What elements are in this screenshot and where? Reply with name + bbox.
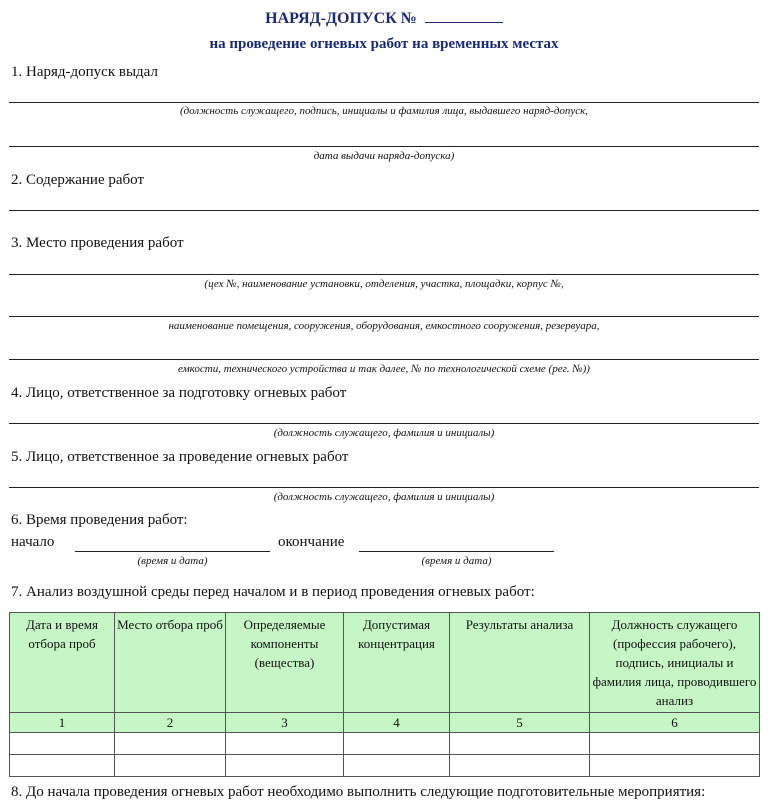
section-4-label: 4. Лицо, ответственное за подготовку огневых работ <box>11 385 347 401</box>
form-title <box>0 10 768 28</box>
column-number: 6 <box>590 713 760 733</box>
column-number: 5 <box>450 713 590 733</box>
section-3-line-2[interactable] <box>9 316 759 317</box>
table-cell[interactable] <box>115 733 226 755</box>
section-8-label: 8. До начала проведения огневых работ необходимо выполнить следующие подготовительные мероприятия: <box>11 784 706 800</box>
table-cell[interactable] <box>10 733 115 755</box>
form-subtitle: на проведение огневых работ на временных местах <box>209 36 559 52</box>
section-1-hint-1: (должность служащего, подпись, инициалы и фамилия лица, выдавшего наряд-допуск, <box>179 105 589 117</box>
section-4-hint: (должность служащего, фамилия и инициалы) <box>273 427 495 439</box>
section-3-hint-1: (цех №, наименование установки, отделения, участка, площадки, корпус №, <box>204 278 564 290</box>
section-7-label: 7. Анализ воздушной среды перед началом и в период проведения огневых работ: <box>11 584 535 600</box>
table-cell[interactable] <box>10 755 115 777</box>
section-5-line[interactable] <box>9 487 759 488</box>
section-1-line-2[interactable] <box>9 146 759 147</box>
section-1-label: 1. Наряд-допуск выдал <box>11 64 158 80</box>
table-number-row <box>10 713 760 733</box>
section-3-hint-2: наименование помещения, сооружения, оборудования, емкостного сооружения, резервуара, <box>168 320 600 332</box>
end-time-field[interactable] <box>359 551 554 552</box>
table-cell[interactable] <box>450 733 590 755</box>
table-cell[interactable] <box>344 755 450 777</box>
section-1-hint-2: дата выдачи наряда-допуска) <box>313 150 455 162</box>
start-time-field[interactable] <box>75 551 270 552</box>
air-analysis-table <box>9 612 760 777</box>
table-header-cell: Допустимая концентрация <box>344 613 450 713</box>
form-title-text: НАРЯД-ДОПУСК № <box>265 10 417 27</box>
table-header-cell: Дата и время отбора проб <box>10 613 115 713</box>
table-header-cell: Место отбора проб <box>115 613 226 713</box>
table-header-cell: Результаты анализа <box>450 613 590 713</box>
start-hint: (время и дата) <box>137 555 208 567</box>
end-label: окончание <box>278 534 345 550</box>
column-number: 1 <box>10 713 115 733</box>
section-4-line[interactable] <box>9 423 759 424</box>
section-5-hint: (должность служащего, фамилия и инициалы) <box>273 491 495 503</box>
table-row <box>10 733 760 755</box>
column-number: 4 <box>344 713 450 733</box>
table-row <box>10 755 760 777</box>
table-header-cell: Должность служащего (профессия рабочего), подпись, инициалы и фамилия лица, проводившего анализ <box>590 613 760 713</box>
table-cell[interactable] <box>226 733 344 755</box>
table-header-cell: Определяемые компоненты (вещества) <box>226 613 344 713</box>
start-label: начало <box>11 534 55 550</box>
table-cell[interactable] <box>590 755 760 777</box>
number-field[interactable] <box>425 10 503 23</box>
table-cell[interactable] <box>590 733 760 755</box>
table-header-row <box>10 613 760 713</box>
column-number: 2 <box>115 713 226 733</box>
section-2-line[interactable] <box>9 210 759 211</box>
section-3-hint-3: емкости, технического устройства и так далее, № по технологической схеме (рег. №)) <box>178 363 590 375</box>
section-1-line-1[interactable] <box>9 102 759 103</box>
table-cell[interactable] <box>115 755 226 777</box>
end-hint: (время и дата) <box>421 555 492 567</box>
section-3-label: 3. Место проведения работ <box>11 235 184 251</box>
table-cell[interactable] <box>226 755 344 777</box>
section-2-label: 2. Содержание работ <box>11 172 144 188</box>
section-3-line-3[interactable] <box>9 359 759 360</box>
section-3-line-1[interactable] <box>9 274 759 275</box>
section-6-label: 6. Время проведения работ: <box>11 512 188 528</box>
column-number: 3 <box>226 713 344 733</box>
table-cell[interactable] <box>450 755 590 777</box>
table-cell[interactable] <box>344 733 450 755</box>
section-5-label: 5. Лицо, ответственное за проведение огневых работ <box>11 449 349 465</box>
